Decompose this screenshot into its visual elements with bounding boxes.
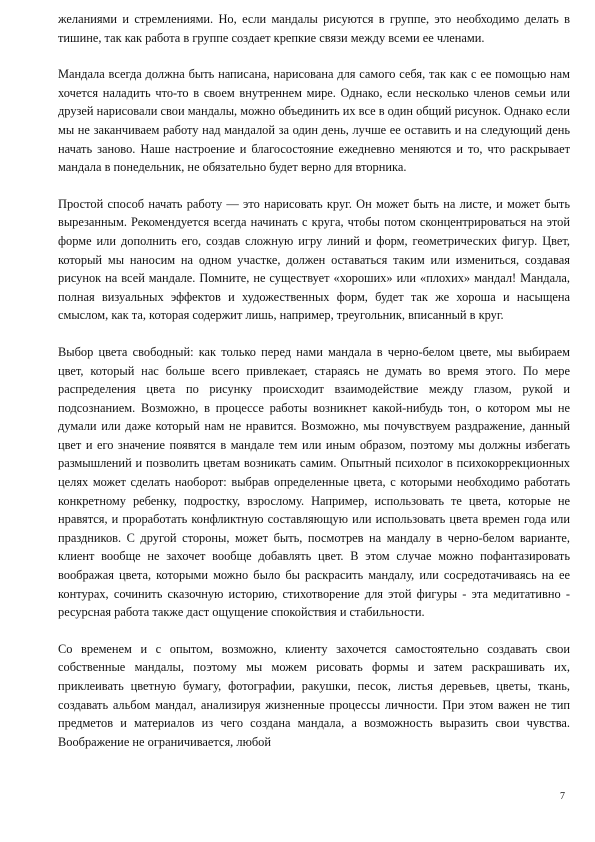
- paragraph-5: Со временем и с опытом, возможно, клиенту захочется самостоятельно создавать свои собственные мандалы, поэтому мы можем рисовать формы и затем раскрашивать их, приклеивать цветную бумагу, фотографии, ракушки, песок, листья деревьев, цветы, ткань, создавать альбом мандал, анализируя жизненные процессы личности. При этом важен не тип предметов и материалов из чего создана мандала, а возможность выразить свои чувства. Воображение не ограничивается, любой: [58, 641, 570, 749]
- paragraph-1: желаниями и стремлениями. Но, если мандалы рисуются в группе, это необходимо делать в тишине, так как работа в группе создает крепкие связи между всеми ее членами.: [58, 12, 570, 45]
- paragraph-4: Выбор цвета свободный: как только перед нами мандала в черно-белом цвете, мы выбираем цвет, который нас больше всего привлекает, стараясь не думать во время этого. По мере распределения цвета по рисунку происходит взаимодействие между глазом, рукой и подсознанием. Возможно, в процессе работы возникнет какой-нибудь тон, о котором мы не думали или даже который нам не нравится. Возможно, мы почувствуем раздражение, данный цвет и его значение появятся в мандале тем или иным образом, поэтому мы должны избегать размышлений и позволить цветам возникать самим. Опытный психолог в психокоррекционных целях может сделать наоборот: выбрав определенные цвета, с которыми необходимо работать конкретному ребенку, подростку, взрослому. Например, использовать те цвета, которые не нравятся, и проработать конфликтную составляющую или использовать цвета времен года или праздников. С другой стороны, может быть, посмотрев на мандалу в черно-белом варианте, клиент вообще не захочет вообще добавлять цвет. В этом случае можно пофантазировать воображая цвета, которыми можно было бы раскрасить мандалу, или сосредотачиваясь на ее контурах, сочинить сказочную историю, стихотворение для этой фигуры - эта медитативно - ресурсная работа также даст ощущение спокойствия и стабильности.: [58, 344, 570, 620]
- paragraph-2: Мандала всегда должна быть написана, нарисована для самого себя, так как с ее помощью нам хочется наладить что-то в своем внутреннем мире. Однако, если несколько членов семьи или друзей нарисовали свои мандалы, можно объединить их все в один общий рисунок. Однако если мы не заканчиваем работу над мандалой за один день, лучше ее оставить и на следующий день начать заново. Наше настроение и благосостояние ежедневно меняются и то, что раскрывает мандала в понедельник, не обязательно будет верно для вторника.: [58, 67, 570, 175]
- page-body: [58, 10, 570, 769]
- page-number: 7: [560, 791, 565, 802]
- paragraph-3: Простой способ начать работу — это нарисовать круг. Он может быть на листе, и может быть вырезанным. Рекомендуется всегда начинать с круга, чтобы потом сконцентрироваться на этой форме или дополнить его, создав сложную игру линий и форм, геометрических фигур. Цвет, который мы наносим на одном участке, должен оставаться таким или измениться, создавая рисунок на всей мандале. Помните, не существует «хороших» или «плохих» мандал! Мандала, полная визуальных эффектов и художественных форм, будет так же хороша и насыщена смыслом, как та, которая содержит лишь, например, треугольник, вписанный в круг.: [58, 196, 570, 323]
